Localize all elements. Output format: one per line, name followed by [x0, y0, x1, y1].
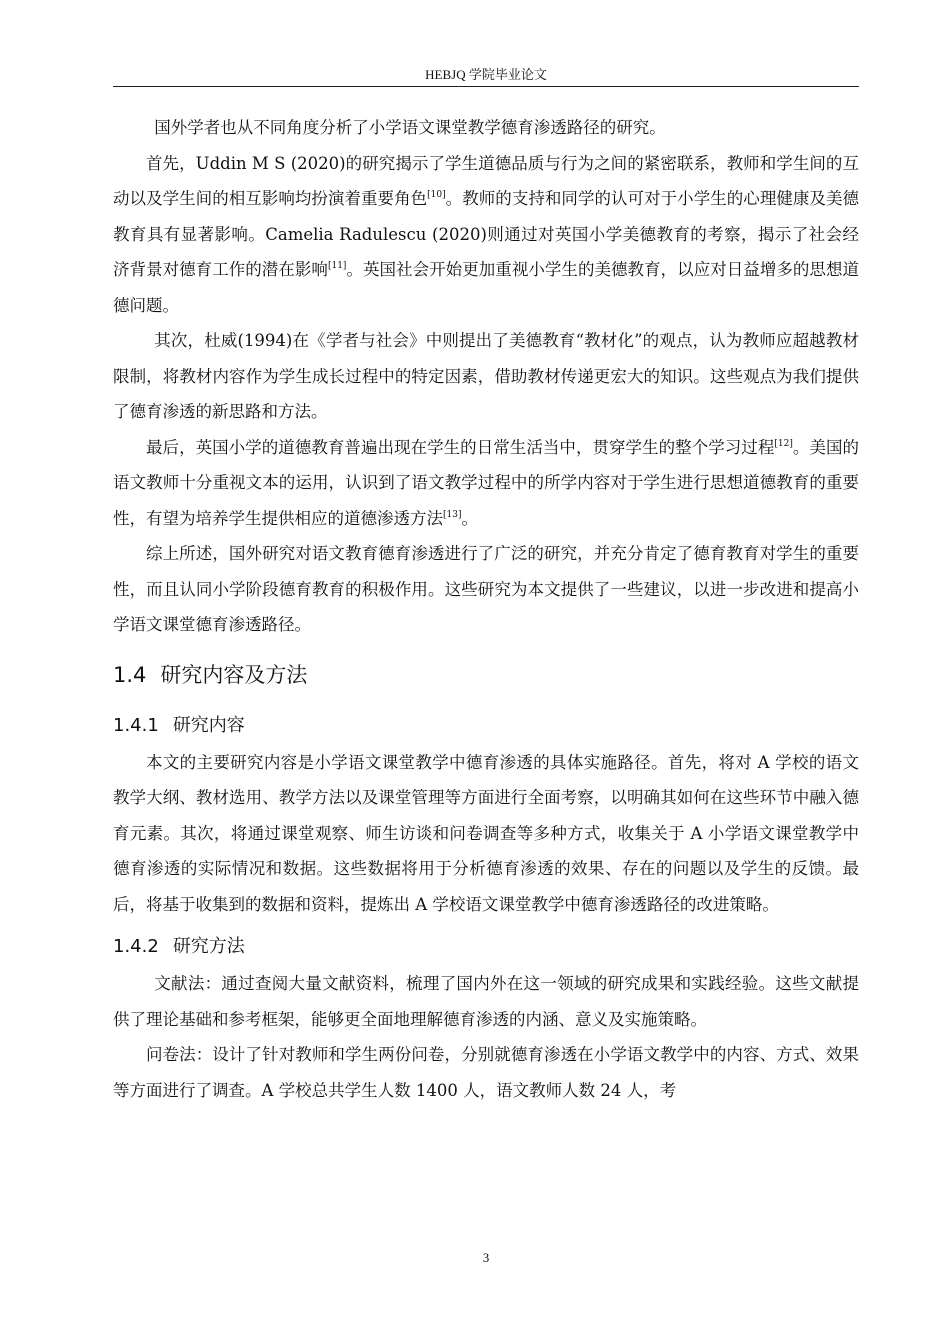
subsection-heading	[113, 928, 859, 966]
paragraph-text: 。美国的语文教师十分重视文本的运用，认识到了语文教学过程中的所学内容对于学生进行思想道德教育的重要性，有望为培养学生提供相应的道德渗透方法	[113, 437, 860, 528]
page-header: HEBJQ 学院毕业论文	[425, 67, 547, 82]
paragraph-text: 综上所述，国外研究对语文教育德育渗透进行了广泛的研究，并充分肯定了德育教育对学生的重要性，而且认同小学阶段德育教育的积极作用。这些研究为本文提供了一些建议，以进一步改进和提高小学语文课堂德育渗透路径。	[113, 544, 859, 634]
paragraph	[113, 146, 859, 324]
paragraph	[113, 966, 859, 1037]
paragraph	[113, 110, 859, 146]
section-number: 1.4	[113, 662, 147, 687]
document-body	[113, 110, 859, 1108]
subsection-number: 1.4.1	[113, 714, 159, 736]
citation: [13]	[443, 509, 462, 520]
page-number: 3	[482, 1250, 490, 1265]
citation: [10]	[427, 190, 446, 200]
citation: [11]	[327, 261, 347, 271]
paragraph-text: 本文的主要研究内容是小学语文课堂教学中德育渗透的具体实施路径。首先，将对 A 学校的语文教学大纲、教材选用、教学方法以及课堂管理等方面进行全面考察，以明确其如何在这些环节中融入德育元素。其次，将通过课堂观察、师生访谈和问卷调查等多种方式，收集关于 A 小学语文课堂教学中德育渗透的实际情况和数据。这些数据将用于分析德育渗透的效果、存在的问题以及学生的反馈。最后，将基于收集到的数据和资料，提炼出 A 学校语文课堂教学中德育渗透路径的改进策略。	[113, 752, 859, 914]
paragraph-text: 问卷法：设计了针对教师和学生两份问卷，分别就德育渗透在小学语文教学中的内容、方式、效果等方面进行了调查。A 学校总共学生人数 1400 人，语文教师人数 24 人，考	[113, 1045, 859, 1100]
paragraph-text: 。	[461, 508, 478, 528]
subsection-number: 1.4.2	[113, 936, 159, 957]
paragraph	[113, 536, 859, 643]
paragraph-text: 首先，Uddin M S (2020)的研究揭示了学生道德品质与行为之间的紧密联系，教师和学生间的互动以及学生间的相互影响均扮演着重要角色	[113, 153, 859, 208]
section-title: 研究内容及方法	[160, 662, 308, 687]
paragraph	[113, 430, 859, 537]
citation: [12]	[774, 438, 793, 449]
paragraph-text: 文献法：通过查阅大量文献资料，梳理了国内外在这一领域的研究成果和实践经验。这些文献提供了理论基础和参考框架，能够更全面地理解德育渗透的内涵、意义及实施策略。	[113, 974, 859, 1029]
subsection-title: 研究内容	[172, 714, 245, 736]
paragraph-text: 最后，英国小学的道德教育普遍出现在学生的日常生活当中，贯穿学生的整个学习过程	[146, 437, 775, 457]
paragraph-text: 其次，杜威(1994)在《学者与社会》中则提出了美德教育“教材化”的观点，认为教师应超越教材限制，将教材内容作为学生成长过程中的特定因素，借助教材传递更宏大的知识。这些观点为我们提供了德育渗透的新思路和方法。	[113, 331, 859, 421]
paragraph	[113, 745, 859, 923]
paragraph-text: 。教师的支持和同学的认可对于小学生的心理健康及美德教育具有显著影响。Camelia Radulescu (2020)则通过对英国小学美德教育的考察，揭示了社会经济背景对德育工作的潜在影响	[113, 189, 860, 279]
subsection-heading	[113, 707, 859, 745]
paragraph	[113, 1037, 859, 1108]
paragraph-text: 。英国社会开始更加重视小学生的美德教育，以应对日益增多的思想道德问题。	[113, 260, 860, 315]
paragraph	[113, 323, 859, 430]
header-divider	[113, 86, 859, 87]
section-heading	[113, 655, 859, 695]
subsection-title: 研究方法	[172, 936, 245, 957]
paragraph-text: 国外学者也从不同角度分析了小学语文课堂教学德育渗透路径的研究。	[154, 118, 666, 137]
